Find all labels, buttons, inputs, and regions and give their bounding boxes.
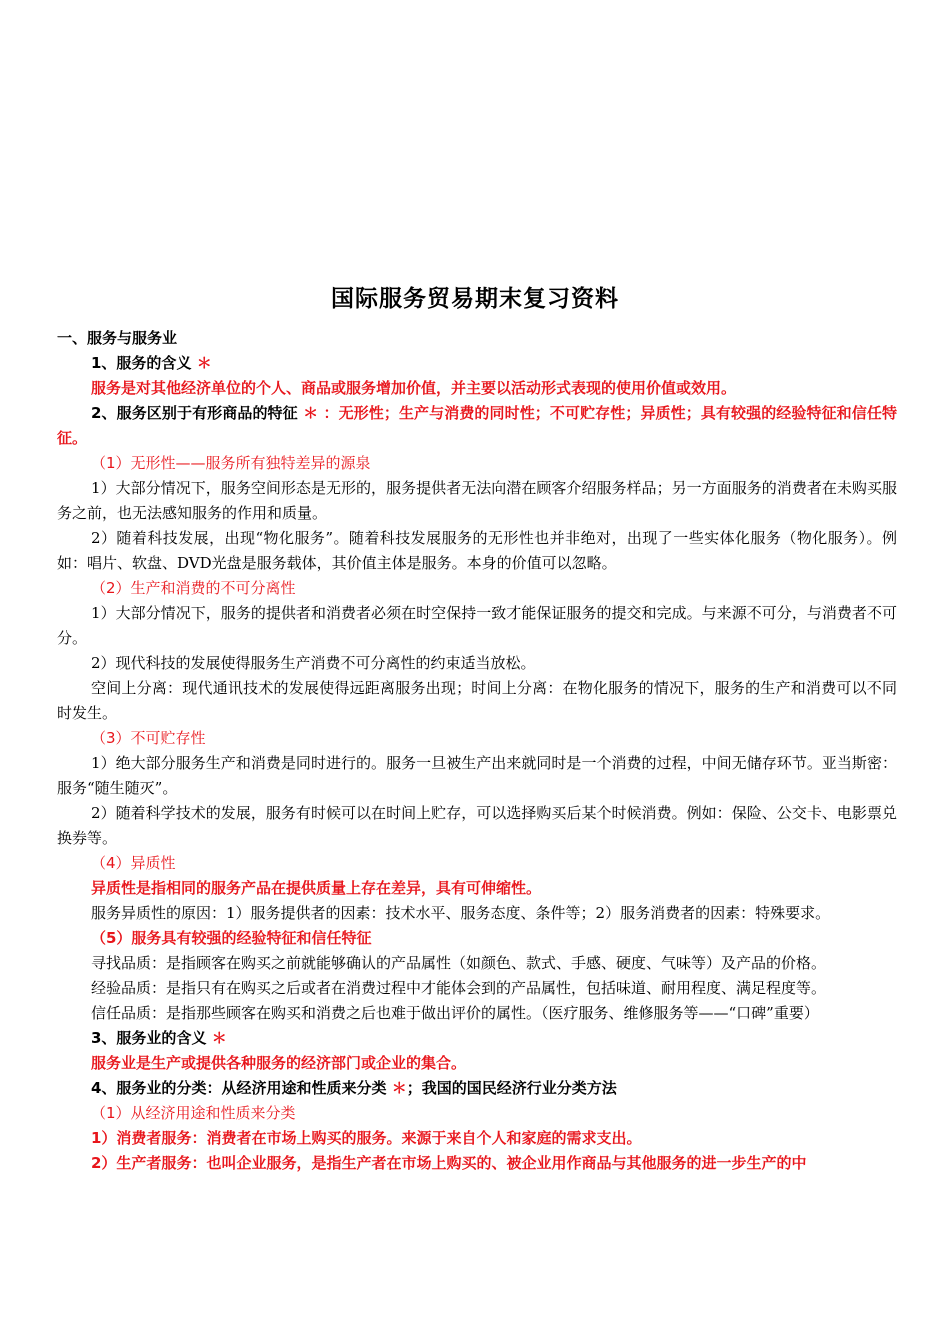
q1-heading: 1、服务的含义 ＊ [91,354,212,372]
f5-heading: （5）服务具有较强的经验特征和信任特征 [91,929,372,947]
paragraph: 2）随着科技发展，出现“物化服务”。随着科技发展服务的无形性也并非绝对，出现了一些实体化服务（物化服务）。例如：唱片、软盘、DVD光盘是服务载体，其价值主体是服务。本身的价值可以忽略。 [57,529,897,572]
paragraph: 1）大部分情况下，服务空间形态是无形的，服务提供者无法向潜在顾客介绍服务样品；另一方面服务的消费者在未购买服务之前，也无法感知服务的作用和质量。 [57,479,897,522]
document-body [57,326,897,1176]
key-star-icon: ＊ [211,1029,227,1047]
paragraph: 服务异质性的原因：1）服务提供者的因素：技术水平、服务态度、条件等；2）服务消费者的因素：特殊要求。 [91,904,831,922]
section-heading: 一、服务与服务业 [57,329,178,347]
paragraph: 经验品质：是指只有在购买之后或者在消费过程中才能体会到的产品属性，包括味道、耐用程度、满足程度等。 [91,979,827,997]
key-star-icon: ＊ [196,354,212,372]
f2-heading: （2）生产和消费的不可分离性 [91,579,296,597]
q4-heading: 4、服务业的分类：从经济用途和性质来分类 ＊；我国的国民经济行业分类方法 [91,1079,617,1097]
f4-heading: （4）异质性 [91,854,176,872]
q4-sub-heading: （1）从经济用途和性质来分类 [91,1104,296,1122]
f4-definition: 异质性是指相同的服务产品在提供质量上存在差异，具有可伸缩性。 [91,879,542,897]
page-title: 国际服务贸易期末复习资料 [331,286,619,312]
f1-heading: （1）无形性——服务所有独特差异的源泉 [91,454,371,472]
key-star-icon: ＊ [391,1079,407,1097]
q3-answer: 服务业是生产或提供各种服务的经济部门或企业的集合。 [91,1054,467,1072]
q4-item: 2）生产者服务：也叫企业服务，是指生产者在市场上购买的、被企业用作商品与其他服务的进一步生产的中 [91,1154,807,1172]
paragraph: 信任品质：是指那些顾客在购买和消费之后也难于做出评价的属性。（医疗服务、维修服务等——“口碑”重要） [91,1004,819,1022]
q1-answer: 服务是对其他经济单位的个人、商品或服务增加价值，并主要以活动形式表现的使用价值或效用。 [91,379,737,397]
q4-item: 1）消费者服务：消费者在市场上购买的服务。来源于来自个人和家庭的需求支出。 [91,1129,642,1147]
paragraph: 寻找品质：是指顾客在购买之前就能够确认的产品属性（如颜色、款式、手感、硬度、气味等）及产品的价格。 [91,954,827,972]
q2-answer: ：无形性；生产与消费的同时性；不可贮存性；异质性；具有较强的经验特征和信任特征。 [57,404,897,447]
paragraph: 1）大部分情况下，服务的提供者和消费者必须在时空保持一致才能保证服务的提交和完成。与来源不可分，与消费者不可分。 [57,604,897,647]
q3-heading: 3、服务业的含义 ＊ [91,1029,227,1047]
q2-heading: 2、服务区别于有形商品的特征 ＊ ：无形性；生产与消费的同时性；不可贮存性；异质性；具有较强的经验特征和信任特征。 [57,404,897,447]
paragraph: 1）绝大部分服务生产和消费是同时进行的。服务一旦被生产出来就同时是一个消费的过程，中间无储存环节。亚当斯密：服务“随生随灭”。 [57,754,897,797]
paragraph: 空间上分离：现代通讯技术的发展使得远距离服务出现；时间上分离：在物化服务的情况下，服务的生产和消费可以不同时发生。 [57,679,897,722]
key-star-icon: ＊ [303,404,319,422]
paragraph: 2）随着科学技术的发展，服务有时候可以在时间上贮存，可以选择购买后某个时候消费。例如：保险、公交卡、电影票兑换券等。 [57,804,897,847]
paragraph: 2）现代科技的发展使得服务生产消费不可分离性的约束适当放松。 [91,654,536,672]
f3-heading: （3）不可贮存性 [91,729,206,747]
